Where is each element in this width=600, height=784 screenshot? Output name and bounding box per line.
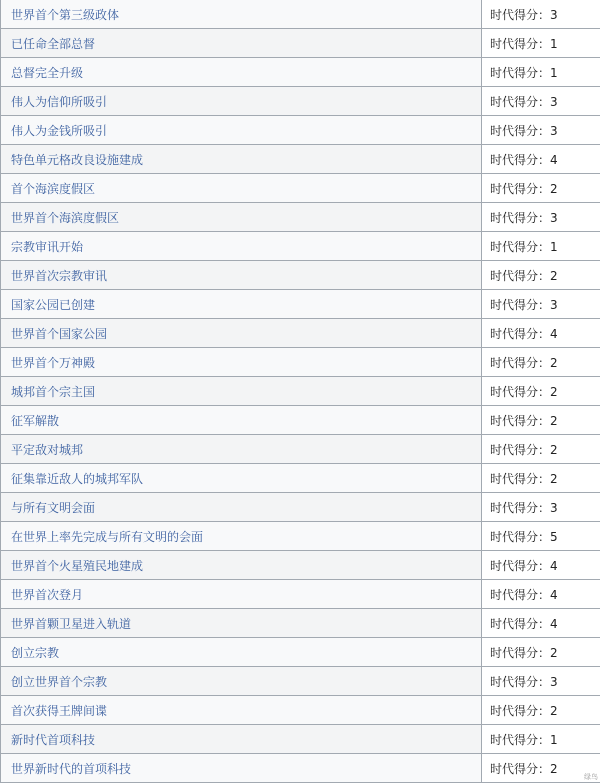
event-name-cell: 创立世界首个宗教 [1, 667, 482, 696]
table-row [1, 406, 600, 435]
era-score-cell: 时代得分：4 [482, 551, 600, 580]
era-score-cell: 时代得分：3 [482, 493, 600, 522]
era-score-cell: 时代得分：3 [482, 0, 600, 29]
table-row [1, 232, 600, 261]
table-row [1, 0, 600, 29]
table-row [1, 754, 600, 783]
event-name-cell: 首个海滨度假区 [1, 174, 482, 203]
table-row [1, 696, 600, 725]
event-name-cell: 征军解散 [1, 406, 482, 435]
event-name-cell: 世界首个第三级政体 [1, 0, 482, 29]
table-row [1, 319, 600, 348]
era-score-cell: 时代得分：2 [482, 754, 600, 783]
event-name-cell: 世界首个万神殿 [1, 348, 482, 377]
era-score-cell: 时代得分：1 [482, 725, 600, 754]
era-score-cell: 时代得分：2 [482, 261, 600, 290]
table-row [1, 725, 600, 754]
era-score-table-body [1, 0, 600, 783]
table-row [1, 580, 600, 609]
event-name-cell: 首次获得王牌间谍 [1, 696, 482, 725]
table-row [1, 174, 600, 203]
event-name-cell: 与所有文明会面 [1, 493, 482, 522]
table-row [1, 667, 600, 696]
table-row [1, 58, 600, 87]
era-score-cell: 时代得分：2 [482, 406, 600, 435]
era-score-cell: 时代得分：3 [482, 116, 600, 145]
event-name-cell: 已任命全部总督 [1, 29, 482, 58]
era-score-cell: 时代得分：3 [482, 87, 600, 116]
era-score-cell: 时代得分：2 [482, 377, 600, 406]
event-name-cell: 城邦首个宗主国 [1, 377, 482, 406]
era-score-cell: 时代得分：2 [482, 435, 600, 464]
event-name-cell: 总督完全升级 [1, 58, 482, 87]
table-row [1, 87, 600, 116]
table-row [1, 551, 600, 580]
table-row [1, 203, 600, 232]
event-name-cell: 世界首个海滨度假区 [1, 203, 482, 232]
era-score-cell: 时代得分：2 [482, 174, 600, 203]
table-row [1, 290, 600, 319]
event-name-cell: 在世界上率先完成与所有文明的会面 [1, 522, 482, 551]
event-name-cell: 平定敌对城邦 [1, 435, 482, 464]
era-score-cell: 时代得分：1 [482, 232, 600, 261]
corner-watermark: 绿鸟 [584, 773, 598, 781]
era-score-cell: 时代得分：4 [482, 580, 600, 609]
era-score-cell: 时代得分：3 [482, 203, 600, 232]
table-row [1, 435, 600, 464]
event-name-cell: 宗教审讯开始 [1, 232, 482, 261]
event-name-cell: 新时代首项科技 [1, 725, 482, 754]
event-name-cell: 世界首次登月 [1, 580, 482, 609]
table-row [1, 348, 600, 377]
era-score-cell: 时代得分：2 [482, 638, 600, 667]
event-name-cell: 伟人为信仰所吸引 [1, 87, 482, 116]
era-score-cell: 时代得分：3 [482, 290, 600, 319]
table-row [1, 261, 600, 290]
event-name-cell: 世界首次宗教审讯 [1, 261, 482, 290]
table-row [1, 522, 600, 551]
era-score-cell: 时代得分：1 [482, 58, 600, 87]
table-row [1, 464, 600, 493]
era-score-cell: 时代得分：4 [482, 609, 600, 638]
event-name-cell: 世界首颗卫星进入轨道 [1, 609, 482, 638]
event-name-cell: 征集靠近敌人的城邦军队 [1, 464, 482, 493]
era-score-cell: 时代得分：2 [482, 348, 600, 377]
table-row [1, 609, 600, 638]
table-row [1, 377, 600, 406]
table-row [1, 493, 600, 522]
event-name-cell: 世界新时代的首项科技 [1, 754, 482, 783]
era-score-cell: 时代得分：4 [482, 145, 600, 174]
era-score-cell: 时代得分：5 [482, 522, 600, 551]
table-row [1, 29, 600, 58]
era-score-cell: 时代得分：2 [482, 696, 600, 725]
event-name-cell: 世界首个国家公园 [1, 319, 482, 348]
era-score-cell: 时代得分：3 [482, 667, 600, 696]
era-score-cell: 时代得分：2 [482, 464, 600, 493]
event-name-cell: 特色单元格改良设施建成 [1, 145, 482, 174]
event-name-cell: 国家公园已创建 [1, 290, 482, 319]
event-name-cell: 创立宗教 [1, 638, 482, 667]
event-name-cell: 世界首个火星殖民地建成 [1, 551, 482, 580]
table-row [1, 638, 600, 667]
era-score-cell: 时代得分：4 [482, 319, 600, 348]
table-row [1, 116, 600, 145]
table-row [1, 145, 600, 174]
event-name-cell: 伟人为金钱所吸引 [1, 116, 482, 145]
era-score-cell: 时代得分：1 [482, 29, 600, 58]
